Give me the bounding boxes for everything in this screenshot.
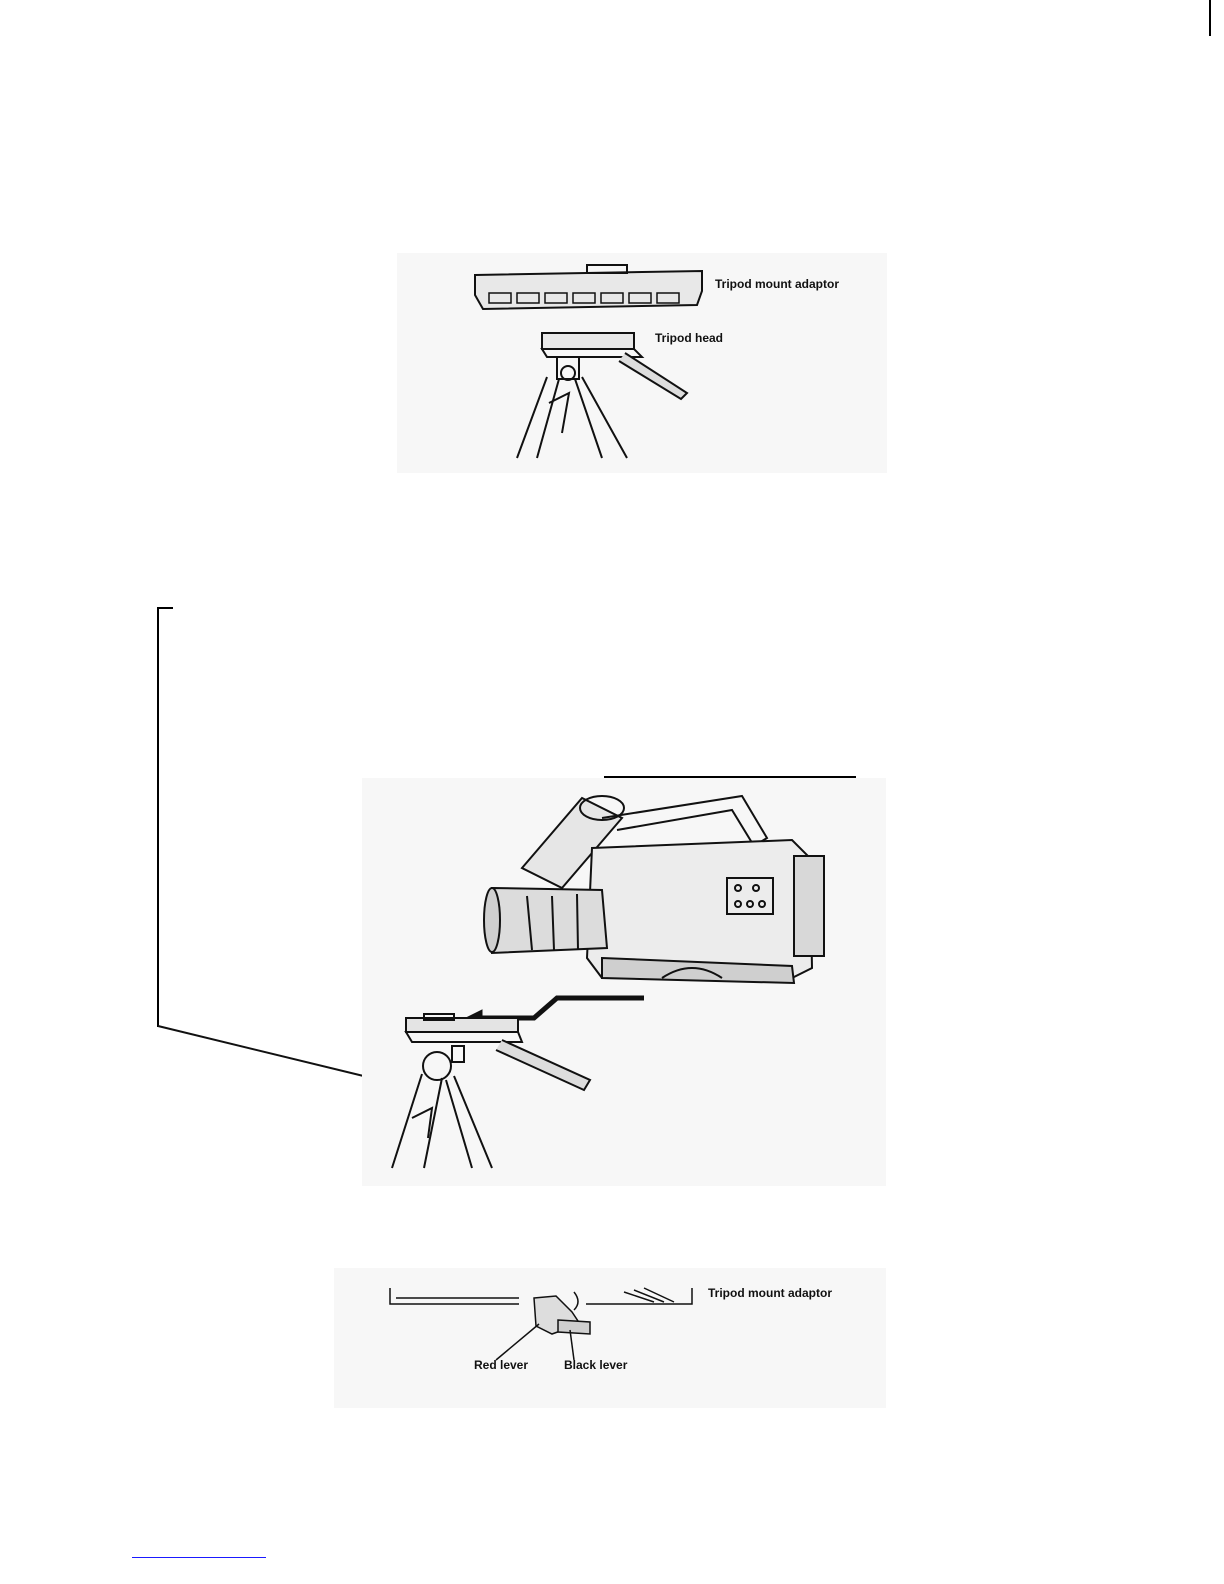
tripod-with-adaptor-drawing xyxy=(392,1014,590,1168)
camcorder-drawing xyxy=(484,796,824,983)
label-black-lever: Black lever xyxy=(564,1358,628,1372)
leader-line xyxy=(158,1026,380,1080)
camera-mounting-illustration xyxy=(362,778,886,1186)
figure-tripod-adaptor-separate xyxy=(397,253,887,473)
page-edge-rule xyxy=(1209,0,1211,36)
bracket-top-tick xyxy=(157,607,173,609)
footer-rule xyxy=(132,1557,266,1558)
label-tripod-mount-adaptor-detail: Tripod mount adaptor xyxy=(708,1286,832,1300)
black-lever-pointer xyxy=(570,1330,574,1360)
label-tripod-head: Tripod head xyxy=(655,331,724,345)
label-red-lever: Red lever xyxy=(474,1358,529,1372)
lever-drawing xyxy=(534,1292,590,1334)
label-tripod-mount-adaptor: Tripod mount adaptor xyxy=(715,277,839,291)
red-lever-pointer xyxy=(496,1324,539,1360)
figure-camera-mounting xyxy=(362,778,886,1186)
bracket-vertical-line xyxy=(157,607,159,1027)
adaptor-plate-drawing xyxy=(475,265,702,309)
tripod-head-drawing xyxy=(517,333,687,458)
figure-lever-detail xyxy=(334,1268,886,1408)
